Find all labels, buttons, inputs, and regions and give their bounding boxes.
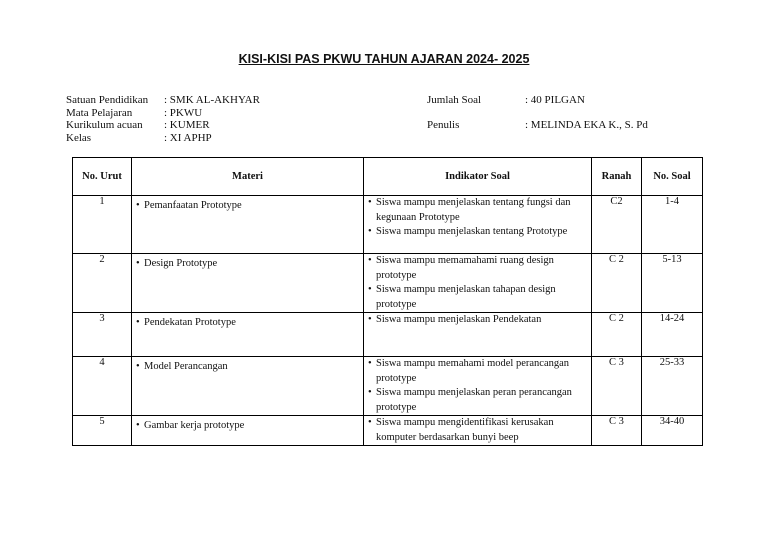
cell-no-soal: 25-33 — [642, 357, 703, 416]
table-row — [73, 196, 703, 254]
page-title: KISI-KISI PAS PKWU TAHUN AJARAN 2024- 2025 — [238, 52, 530, 66]
cell-ranah: C 3 — [592, 416, 642, 446]
cell-indikator — [364, 313, 592, 357]
header-no-urut: No. Urut — [73, 158, 132, 196]
cell-indikator — [364, 416, 592, 446]
meta-key: Mata Pelajaran — [66, 106, 133, 119]
cell-materi — [132, 196, 364, 254]
indikator-item: • Siswa mampu memahami model perancangan prototype — [366, 357, 587, 386]
cell-indikator — [364, 196, 592, 254]
meta-left-block — [66, 94, 260, 144]
header-indikator: Indikator Soal — [364, 158, 592, 196]
meta-value: : KUMER — [164, 119, 210, 131]
cell-materi — [132, 313, 364, 357]
meta-row-jumlah-soal — [427, 94, 648, 119]
meta-row-kelas — [66, 132, 260, 145]
cell-no-soal: 5-13 — [642, 254, 703, 313]
cell-no: 5 — [73, 416, 132, 446]
cell-indikator — [364, 357, 592, 416]
header-materi: Materi — [132, 158, 364, 196]
cell-ranah: C 3 — [592, 357, 642, 416]
meta-key: Kurikulum acuan — [66, 119, 143, 131]
meta-row-kurikulum — [66, 119, 260, 132]
kisi-kisi-table — [72, 157, 703, 446]
cell-no: 1 — [73, 196, 132, 254]
table-row — [73, 313, 703, 357]
indikator-item: • Siswa mampu mengidentifikasi kerusakan komputer berdasarkan bunyi beep — [366, 416, 587, 445]
indikator-item: • Siswa mampu menjelaskan tentang fungsi dan kegunaan Prototype — [366, 196, 587, 225]
indikator-item: • Siswa mampu menjelaskan tentang Prototype — [366, 225, 587, 240]
meta-value: : 40 PILGAN — [525, 94, 585, 106]
cell-materi — [132, 416, 364, 446]
cell-no-soal: 1-4 — [642, 196, 703, 254]
cell-no-soal: 34-40 — [642, 416, 703, 446]
meta-key: Kelas — [66, 131, 92, 144]
header-no-soal: No. Soal — [642, 158, 703, 196]
cell-ranah: C 2 — [592, 313, 642, 357]
cell-no: 3 — [73, 313, 132, 357]
materi-item: • Pemanfaatan Prototype — [134, 199, 363, 214]
cell-ranah: C2 — [592, 196, 642, 254]
header-ranah: Ranah — [592, 158, 642, 196]
indikator-item: • Siswa mampu memamahami ruang design prototype — [366, 254, 587, 283]
cell-materi — [132, 254, 364, 313]
meta-row-penulis — [427, 119, 648, 144]
cell-no: 4 — [73, 357, 132, 416]
meta-value: : SMK AL-AKHYAR — [164, 94, 260, 106]
cell-materi — [132, 357, 364, 416]
materi-item: • Gambar kerja prototype — [134, 419, 363, 434]
cell-no: 2 — [73, 254, 132, 313]
meta-key: Satuan Pendidikan — [66, 94, 149, 106]
materi-item: • Design Prototype — [134, 257, 363, 272]
table-row — [73, 357, 703, 416]
meta-key: Jumlah Soal — [427, 94, 482, 106]
meta-row-satuan — [66, 94, 260, 107]
meta-row-mapel — [66, 107, 260, 120]
cell-indikator — [364, 254, 592, 313]
materi-item: • Pendekatan Prototype — [134, 316, 363, 331]
materi-item: • Model Perancangan — [134, 360, 363, 375]
meta-value: : PKWU — [164, 106, 203, 119]
table-header-row — [73, 158, 703, 196]
meta-value: : MELINDA EKA K., S. Pd — [525, 119, 648, 131]
meta-key: Penulis — [427, 119, 460, 131]
cell-no-soal: 14-24 — [642, 313, 703, 357]
meta-value: : XI APHP — [164, 131, 212, 144]
meta-right-block — [427, 94, 648, 144]
cell-ranah: C 2 — [592, 254, 642, 313]
table-row — [73, 416, 703, 446]
table-row — [73, 254, 703, 313]
indikator-item: • Siswa mampu menjelaskan tahapan design prototype — [366, 283, 587, 312]
indikator-item: • Siswa mampu menjelaskan peran perancangan prototype — [366, 386, 587, 415]
indikator-item: • Siswa mampu menjelaskan Pendekatan — [366, 313, 587, 328]
